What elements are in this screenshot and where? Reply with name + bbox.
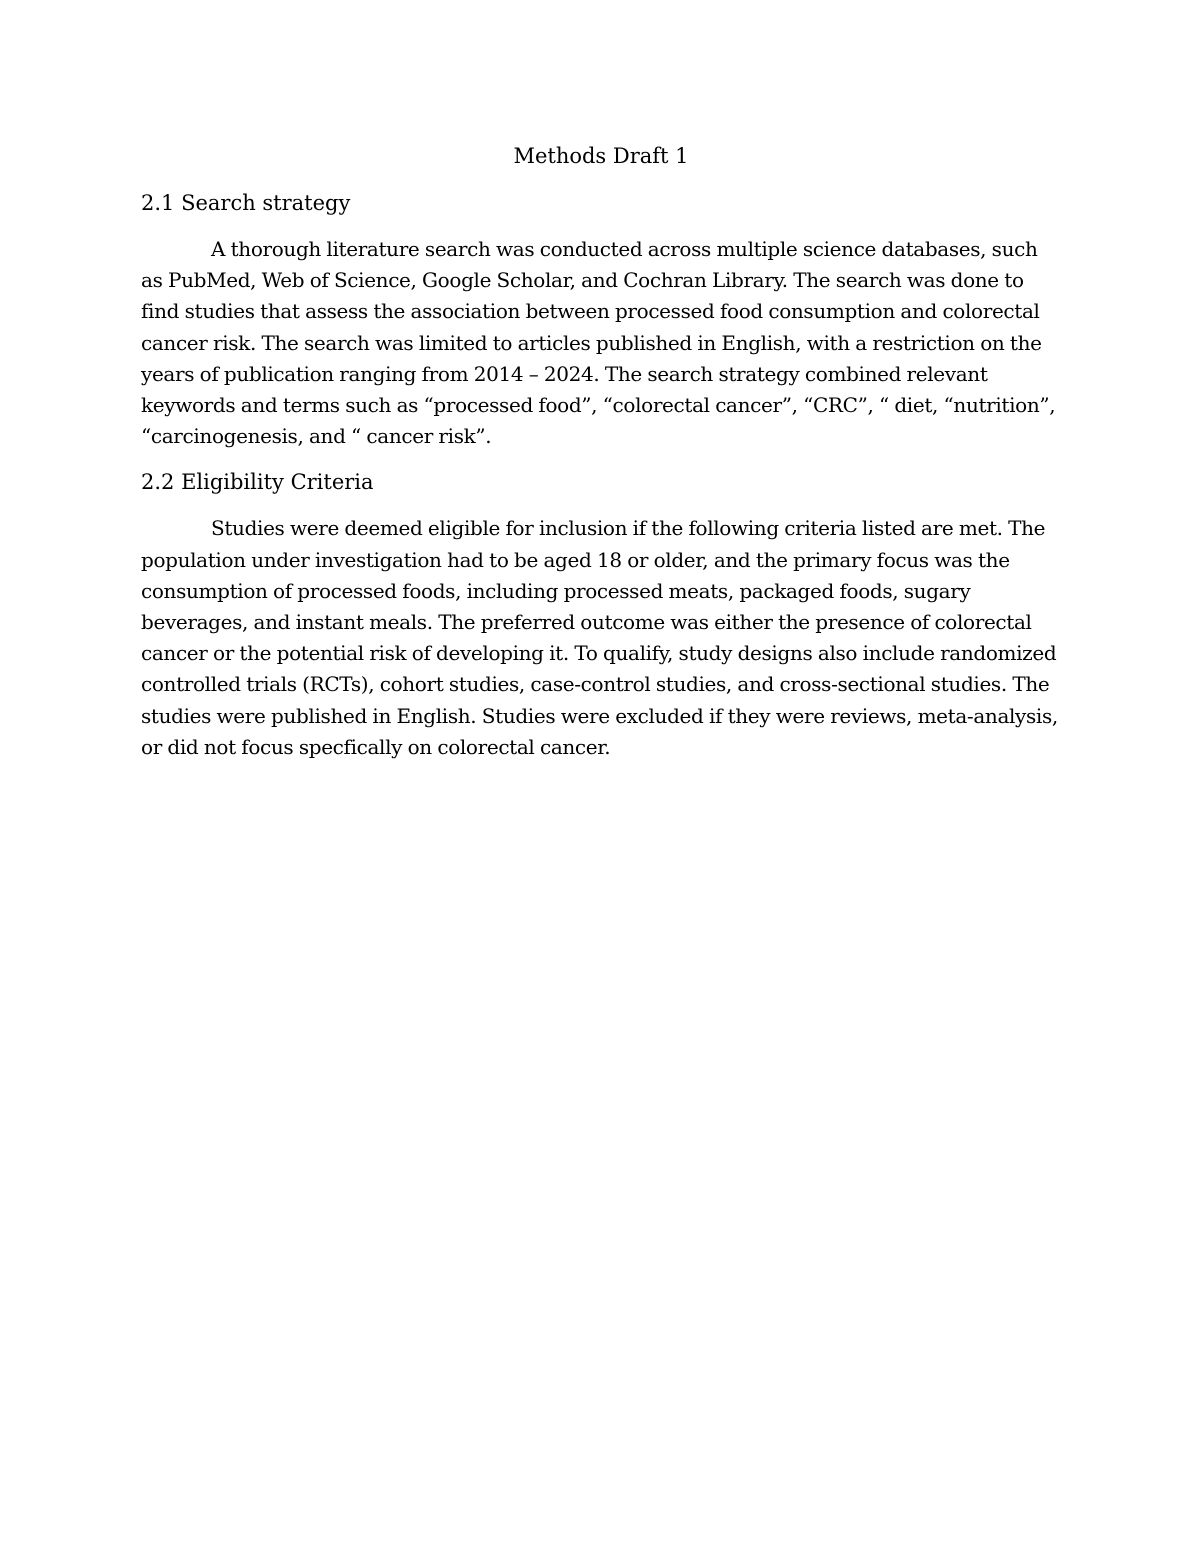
section-heading-eligibility-criteria: 2.2 Eligibility Criteria xyxy=(141,470,374,495)
paragraph-search-strategy: A thorough literature search was conducted across multiple science databases, such as PubMed, Web of Science, Google Scholar, and Cochran Library. The search was done to find studies that assess the association between processed food consumption and colorectal cancer risk. The search was limited to articles published in English, with a restriction on the years of publication ranging from 2014 – 2024. The search strategy combined relevant keywords and terms such as “processed food”, “colorectal cancer”, “CRC”, “ diet, “nutrition”, “carcinogenesis, and “ cancer risk”. xyxy=(141,237,1056,449)
section-heading-search-strategy: 2.1 Search strategy xyxy=(141,191,351,215)
paragraph-eligibility-criteria: Studies were deemed eligible for inclusion if the following criteria listed are met. The population under investigation had to be aged 18 or older, and the primary focus was the consumption of processed foods, including processed meats, packaged foods, sugary beverages, and instant meals. The preferred outcome was either the presence of colorectal cancer or the potential risk of developing it. To qualify, study designs also include randomized controlled trials (RCTs), cohort studies, case-control studies, and cross-sectional studies. The studies were published in English. Studies were excluded if they were reviews, meta-analysis, or did not focus specfically on colorectal cancer. xyxy=(141,516,1058,759)
document-body xyxy=(141,141,1061,778)
document-title: Methods Draft 1 xyxy=(513,144,689,168)
